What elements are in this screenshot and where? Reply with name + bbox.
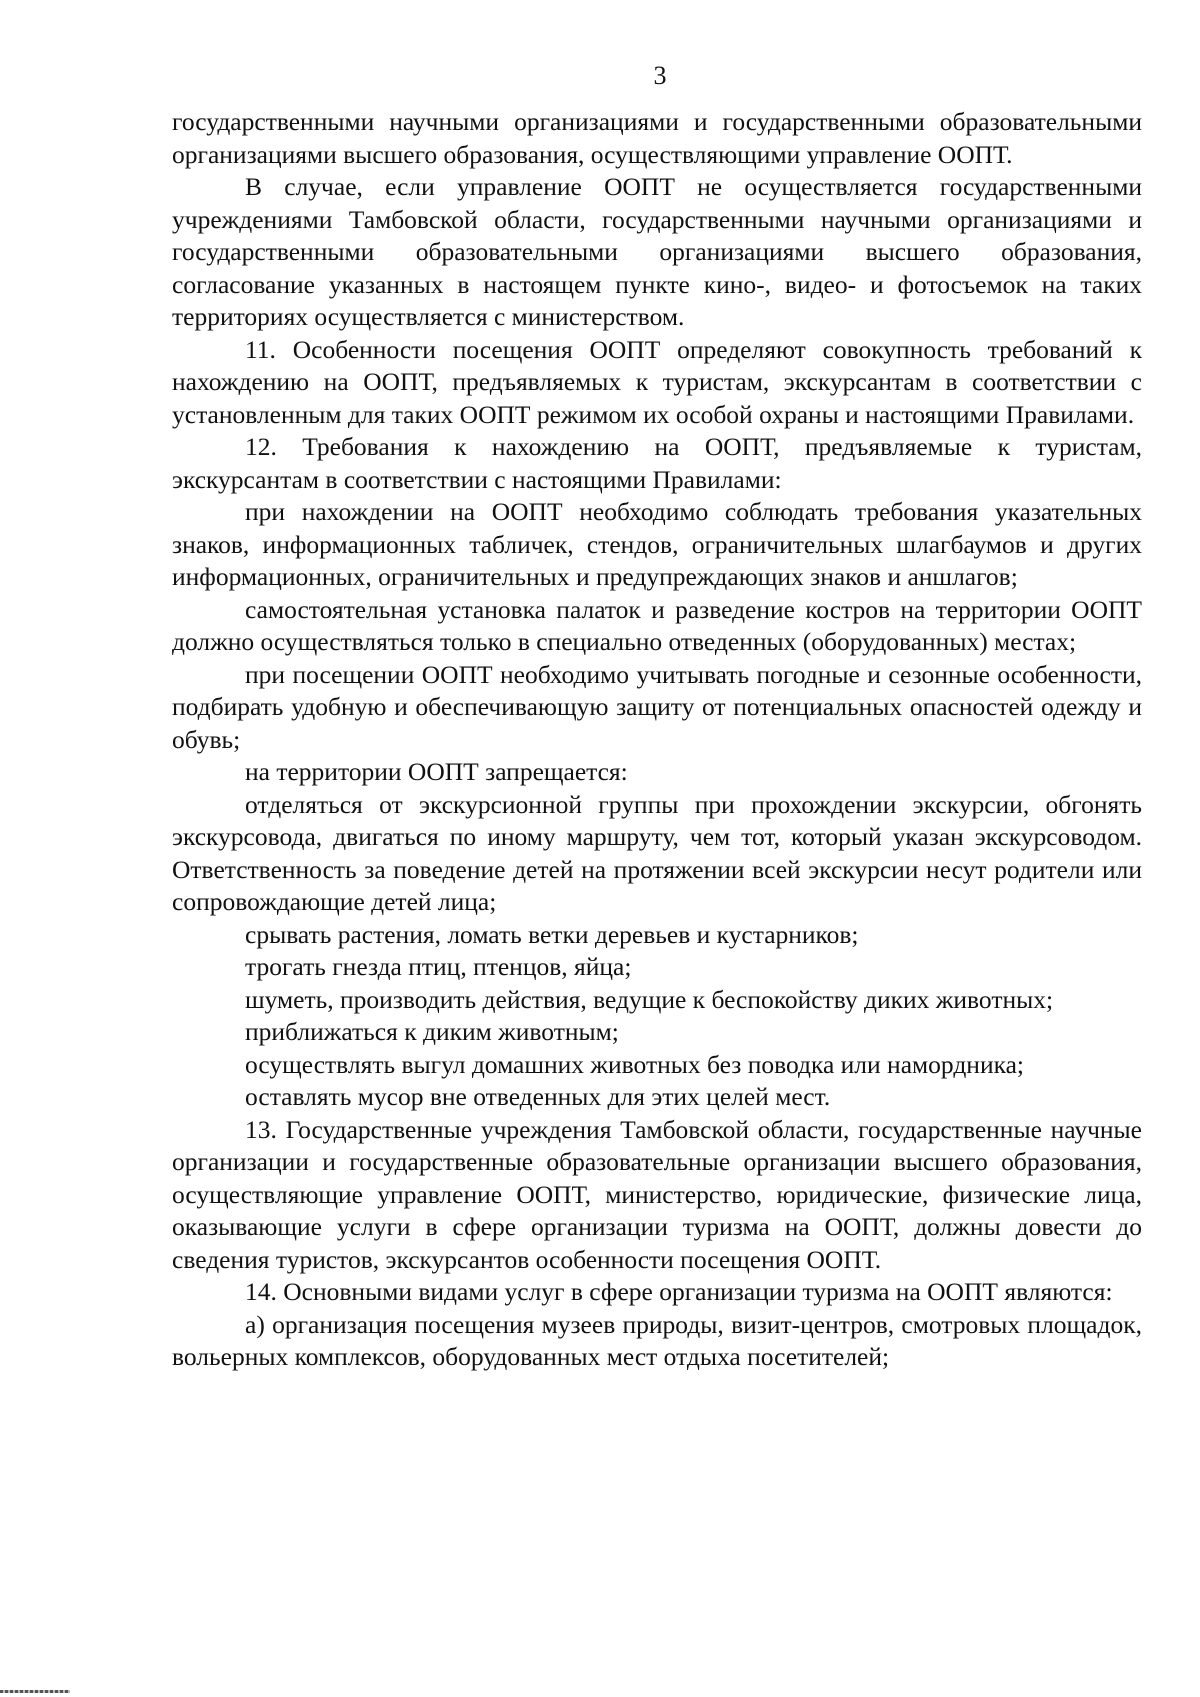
paragraph-prohibited-litter: оставлять мусор вне отведенных для этих целей мест. (245, 1082, 831, 1111)
paragraph-continuation: государственными научными организациями и государственными образовательными организациями высшего образования, осуществляющими управление ООПТ. (172, 107, 1142, 169)
paragraph-prohibited-noise: шуметь, производить действия, ведущие к беспокойству диких животных; (245, 984, 1054, 1014)
document-body (172, 106, 1142, 1374)
paragraph-item-14a: а) организация посещения музеев природы, визит-центров, смотровых площадок, вольерных комплексов, оборудованных мест отдыха посетителей; (172, 1309, 1142, 1371)
paragraph-prohibited-plants: срывать растения, ломать ветки деревьев и кустарников; (245, 919, 859, 949)
paragraph-item-13: 13. Государственные учреждения Тамбовской области, государственные научные организации и государственные образовательные организации высшего образования, осуществляющие управление ООПТ, министерство, юридические, физические лица, оказывающие услуги в сфере организации туризма на ООПТ, должны довести до сведения туристов, экскурсантов особенности посещения ООПТ. (172, 1114, 1142, 1274)
paragraph-management-exception: В случае, если управление ООПТ не осуществляется государственными учреждениями Тамбовской области, государственными научными организациями и государственными образовательными организациями высшего образования, согласование указанных в настоящем пункте кино-, видео- и фотосъемок на таких территориях осуществляется с министерством. (172, 172, 1142, 331)
page-number: 3 (653, 61, 667, 90)
paragraph-prohibited-group: отделяться от экскурсионной группы при прохождении экскурсии, обгонять экскурсовода, двигаться по иному маршруту, чем тот, который указан экскурсоводом. Ответственность за поведение детей на протяжении всей экскурсии несут родители или сопровождающие детей лица; (172, 789, 1142, 916)
paragraph-prohibited-pets: осуществлять выгул домашних животных без поводка или намордника; (245, 1049, 1024, 1079)
scan-edge-mark (0, 1690, 70, 1693)
paragraph-prohibited-approach: приближаться к диким животным; (245, 1017, 619, 1046)
paragraph-requirement-signs: при нахождении на ООПТ необходимо соблюдать требования указательных знаков, информационных табличек, стендов, ограничительных шлагбаумов и других информационных, ограничительных и предупреждающих знаков и аншлагов; (172, 497, 1142, 591)
paragraph-item-11: 11. Особенности посещения ООПТ определяют совокупность требований к нахождению на ООПТ, предъявляемых к туристам, экскурсантам в соответствии с установленным для таких ООПТ режимом их особой охраны и настоящими Правилами. (172, 334, 1142, 429)
paragraph-requirement-tents: самостоятельная установка палаток и разведение костров на территории ООПТ должно осуществляться только в специально отведенных (оборудованных) местах; (172, 594, 1142, 656)
paragraph-item-12: 12. Требования к нахождению на ООПТ, предъявляемые к туристам, экскурсантам в соответствии с настоящими Правилами: (172, 432, 1142, 494)
paragraph-prohibited-heading: на территории ООПТ запрещается: (245, 757, 628, 786)
paragraph-prohibited-nests: трогать гнезда птиц, птенцов, яйца; (245, 952, 632, 981)
paragraph-item-14: 14. Основными видами услуг в сфере организации туризма на ООПТ являются: (245, 1277, 1113, 1306)
paragraph-requirement-weather: при посещении ООПТ необходимо учитывать погодные и сезонные особенности, подбирать удобную и обеспечивающую защиту от потенциальных опасностей одежду и обувь; (172, 659, 1142, 754)
